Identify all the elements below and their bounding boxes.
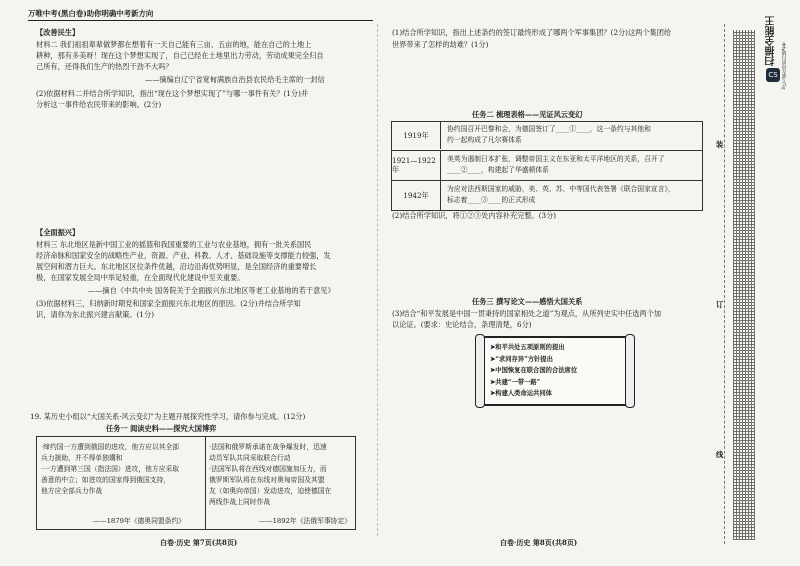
material-three-source: ——摘自《中共中央 国务院关于全面振兴东北地区等老工业基地的若干意见》 (88, 286, 335, 295)
header-rule (28, 20, 373, 21)
page-header-title: 万唯中考(黑白卷)助你明确中考新方向 (28, 9, 154, 18)
r-question-two: (2)结合所学知识，将①②③处内容补充完整。(3分) (392, 211, 557, 220)
fact-item: ➤构建人类命运共同体 (490, 390, 552, 397)
scanner-app-tagline: 3亿人都在用的扫描App (782, 42, 787, 90)
task-two-title: 任务二 梳理表格——见证风云变幻 (472, 110, 583, 119)
binding-mark-xian: 线 (716, 450, 724, 459)
year-cell: 1942年 (392, 181, 441, 210)
event-line: ____②____，构建起了华盛顿体系 (447, 166, 549, 174)
treaty-clauses-right (209, 442, 331, 508)
fact-item: ➤中国恢复在联合国的合法席位 (490, 367, 578, 374)
margin-border-pattern (733, 30, 755, 540)
scanner-app-name: 扫描全能王 (766, 16, 777, 66)
event-cell (447, 124, 698, 146)
clause-line: 他方应全部兵力作战 (41, 487, 103, 495)
material-two-source: ——摘编自辽宁省宽甸满族自治县农民给毛主席的一封信 (145, 75, 325, 84)
material-two-line: 耕种，那有多美呀！现在这个梦想实现了，自己已经在土地里出力劳动，劳动成果完全归自 (36, 51, 324, 60)
task-one-title: 任务一 阅读史料——探究大国博弈 (106, 424, 217, 433)
source-divider (205, 437, 206, 529)
year-cell: 1921—1922年 (392, 151, 441, 180)
r-question-one: 世界带来了怎样的劫难？(1分) (392, 40, 489, 49)
treaty-clauses-left (41, 442, 179, 497)
clause-line: 动员军队共同采取联合行动 (209, 454, 291, 462)
clause-line: 兵力援助，并不得单独媾和 (41, 454, 123, 462)
blank-marker: ① (569, 125, 577, 133)
page-footer-right: 白卷·历史 第8页(共8页) (500, 538, 578, 547)
clause-line: ·缔约国一方遭到俄国的进攻，他方应以其全部 (41, 443, 180, 451)
historical-facts-scroll (478, 336, 632, 406)
page-footer-left: 白卷·历史 第7页(共8页) (160, 538, 238, 547)
scroll-fact-list (490, 342, 577, 400)
material-three-line: 极，在国家发展全局中举足轻重，在全面现代化建设中至关重要。 (36, 273, 245, 282)
r-question-three: (3)结合“和平发展是中国一贯秉持的国家相处之道”为观点，从所列史实中任选两个加 (392, 309, 662, 318)
page-divider (377, 24, 378, 536)
binding-mark-ding: 订 (716, 300, 724, 309)
scroll-roll-left (475, 334, 485, 408)
event-line: 协约国召开巴黎和会，为德国签订了____①____，这一条约与其他和 (447, 125, 651, 133)
table-row (392, 180, 702, 210)
clause-line: ·法国军队将在西线对德国施加压力，而 (209, 465, 327, 473)
clause-line: 两线作战上同时作战 (209, 498, 271, 506)
clause-line: 善意的中立；如进攻的国家得到俄国支持， (41, 476, 171, 484)
binding-mark-zhuang: 装 (716, 140, 724, 149)
scanner-watermark (762, 8, 796, 98)
history-table (391, 121, 703, 211)
material-two-line: 材料二 我们祖祖辈辈做梦都在想着有一天自己能有三亩、五亩的地，能在自己的土地上 (36, 40, 312, 49)
treaty-citation-right: ——1892年《法俄军事协定》 (259, 517, 352, 525)
event-line: 为应对法西斯国家的威胁，美、英、苏、中等国代表签署《联合国家宣言》， (447, 185, 675, 193)
blank-marker: ③ (480, 196, 488, 204)
question-three-text: (3)依据材料三，归纳新时期党和国家全面振兴东北地区的原因。(2分)并结合所学知 (36, 299, 301, 308)
year-cell: 1919年 (392, 122, 441, 149)
blank-marker: ② (460, 166, 468, 174)
event-line: 美英为遏制日本扩张，调整帝国主义在东亚和太平洋地区的关系，召开了 (447, 155, 665, 163)
clause-line: 俄罗斯军队将在东线对奥匈帝国及其盟 (209, 476, 325, 484)
section-title-zhenxing: 【全面振兴】 (36, 228, 80, 237)
material-three-line: 材料三 东北地区是新中国工业的摇篮和我国重要的工业与农业基地，拥有一批关系国民 (36, 240, 312, 249)
event-line: 标志着____③____的正式形成 (447, 196, 536, 204)
fact-item: ➤共建“一带一路” (490, 378, 541, 386)
treaty-citation-left: ——1879年《德奥同盟条约》 (93, 517, 186, 525)
fact-item: ➤“求同存异”方针提出 (490, 355, 553, 363)
question-two-text: 分析这一事件给农民带来的影响。(2分) (36, 100, 162, 109)
clause-line: ·法国和俄罗斯承诺在战争爆发时，迅速 (209, 443, 327, 451)
task-three-title: 任务三 撰写论文——感悟大国关系 (472, 297, 583, 306)
question-19-intro: 19. 某历史小组以“大国关系·风云变幻”为主题开展探究性学习，请你参与完成。(12分) (30, 412, 306, 421)
section-title-minsheng: 【改善民生】 (36, 28, 80, 37)
fact-item: ➤和平共处五项原则的提出 (490, 344, 565, 351)
material-three-line: 经济命脉和国家安全的战略性产业，资源、产业、科教、人才、基础设施等支撑能力较强，发 (36, 251, 331, 260)
table-row (392, 122, 702, 149)
material-two-line: 己所有，还得我们生产的热烈干劲不大吗？ (36, 62, 173, 71)
scanner-logo: CS (766, 68, 780, 82)
binding-line (724, 24, 725, 544)
r-question-one: (1)结合所学知识，指出上述条约的签订最终形成了哪两个军事集团？(2分)这两个集团给 (392, 28, 672, 37)
material-three-line: 展空间和潜力巨大。东北地区区位条件优越，沿边沿海优势明显，是全国经济的重要增长 (36, 262, 317, 271)
event-cell (447, 154, 698, 176)
source-table (36, 436, 356, 530)
r-question-three: 以论证。(要求：史论结合，条理清楚，6分) (392, 320, 532, 329)
question-three-text: 识，请你为东北振兴建言献策。(1分) (36, 310, 154, 319)
scroll-roll-right (625, 334, 635, 408)
clause-line: ·一方遭到第三国（指法国）进攻，他方应采取 (41, 465, 180, 473)
event-cell (447, 184, 698, 206)
clause-line: 友（如奥向帝国）发动进攻，迫使德国在 (209, 487, 332, 495)
question-two-text: (2)依据材料二并结合所学知识，指出“现在这个梦想实现了”与哪一事件有关？(1分)并 (36, 89, 309, 98)
table-row (392, 150, 702, 180)
event-line: 约一起构成了凡尔赛体系 (447, 136, 522, 144)
